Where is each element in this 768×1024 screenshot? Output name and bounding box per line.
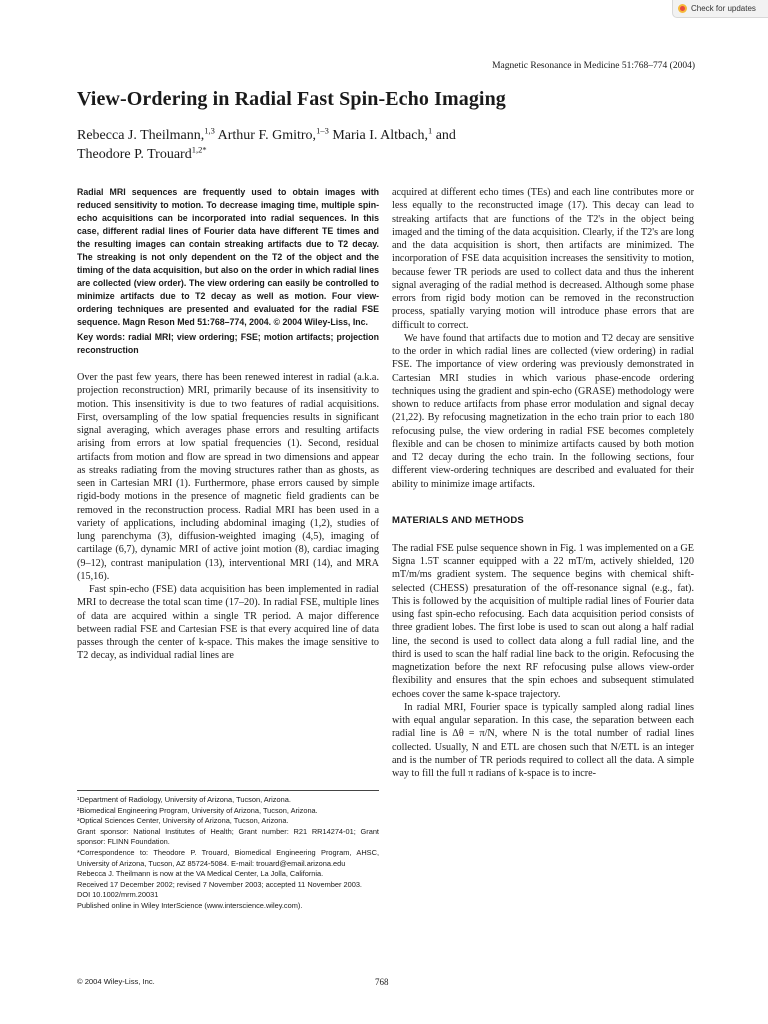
body-paragraph: Over the past few years, there has been renewed interest in radial (a.k.a. projection reconstruction) MRI, primarily because of its insensitivity to motion. This insensitivity is due to two features of radial acquisitions. First, oversampling of the low spatial frequencies results in significant signal averaging, which averages phase errors and resulting artifacts arising from errors at low spatial frequencies (1). Second, residual artifacts from motion and flow are spread in two dimensions and appear as streaks radiating from the moving structures rather than as ghosts, as seen in Cartesian MRI (1). Furthermore, phase errors caused by simple rigid-body motions in the presence of magnetic field gradients can be removed in the reconstruction process. Radial MRI has been used in a variety of applications, including abdominal imaging (1,2), studies of lung parenchyma (3), diffusion-weighted imaging (4,5), imaging of cartilage (6,7), dynamic MRI of active joint motion (8), cardiac imaging (9–12), contrast manipulation (13), interventional MRI (14), and MRA (15,16). xyxy=(77,372,379,582)
footnote: ³Optical Sciences Center, University of Arizona, Tucson, Arizona. xyxy=(77,816,289,826)
author-list xyxy=(77,126,637,164)
journal-citation: Magnetic Resonance in Medicine 51:768–774 (2004) xyxy=(492,61,695,71)
affiliation-marker: 1–3 xyxy=(316,125,329,136)
footnote: ¹Department of Radiology, University of Arizona, Tucson, Arizona. xyxy=(77,795,291,804)
affiliation-marker: 1,3 xyxy=(204,125,215,136)
abstract: Radial MRI sequences are frequently used to obtain images with reduced sensitivity to motion. To decrease imaging time, multiple spin-echo acquisitions can be incorporated into radial sequences. In this case, different radial lines of Fourier data have different TE times and the resulting images can contain streaking artifacts due to T2 decay. The streaking is not only dependent on the T2 of the object and the timing of the data acquisition, but also on the order in which radial lines are collected (view order). The view ordering can easily be controlled to minimize artifacts due to T2 decay as well as motion. Four view-ordering techniques are presented and evaluated for the radial FSE sequence. Magn Reson Med 51:768–774, 2004. © 2004 Wiley-Liss, Inc. xyxy=(77,187,379,327)
footnote: Received 17 December 2002; revised 7 November 2003; accepted 11 November 2003. xyxy=(77,879,362,889)
footnote: *Correspondence to: Theodore P. Trouard, Biomedical Engineering Program, AHSC, University of Arizona, Tucson, AZ 85724-5084. E-mail: trouard@email.arizona.edu xyxy=(77,847,379,868)
footnote: Published online in Wiley InterScience (www.interscience.wiley.com). xyxy=(77,900,303,910)
footnote: Grant sponsor: National Institutes of Health; Grant number: R21 RR14274-01; Grant sponsor: FLINN Foundation. xyxy=(77,826,379,847)
footnotes xyxy=(77,790,379,912)
footnote: ²Biomedical Engineering Program, University of Arizona, Tucson, Arizona. xyxy=(77,805,318,815)
author-name: Maria I. Altbach, xyxy=(328,128,428,143)
footnote: DOI 10.1002/mrm.20031 xyxy=(77,890,159,900)
author-name: Arthur F. Gmitro, xyxy=(214,128,317,143)
author-conjunction: and xyxy=(432,128,456,143)
body-paragraph: Fast spin-echo (FSE) data acquisition has been implemented in radial MRI to decrease the total scan time (17–20). In radial FSE, multiple lines of data are acquired within a single TR period. A major difference between radial FSE and Cartesian FSE is that every acquired line of data passes through the center of k-space. This makes the image sensitive to T2 decay, as individual radial lines are xyxy=(77,584,379,662)
body-paragraph: acquired at different echo times (TEs) and each line contributes more or less equally to the reconstructed image (17). This decay can lead to streaking artifacts that are functions of the T2's in the object being imaged and the timing of the data acquisition. Clearly, if the T2's are long and the data acquisition is short, then artifacts are minimized. The incorporation of FSE data acquisition increases the sensitivity to motion, because fewer TR periods are used to collect data and thus the inherent signal averaging of the radial method is decreased. Although some phase errors from rigid body motion can be removed in the reconstruction process, spatially varying motion will introduce phase errors that are difficult to correct. xyxy=(392,187,694,331)
author-name: Rebecca J. Theilmann, xyxy=(77,128,205,143)
check-for-updates-button[interactable] xyxy=(672,0,768,18)
page-number: 768 xyxy=(375,977,389,987)
update-check-icon xyxy=(678,4,687,13)
affiliation-marker: 1,2* xyxy=(191,144,207,155)
section-heading: MATERIALS AND METHODS xyxy=(392,514,524,526)
body-paragraph: The radial FSE pulse sequence shown in Fig. 1 was implemented on a GE Signa 1.5T scanner equipped with a 22 mT/m, actively shielded, 120 mT/m/ms gradient system. The sequence begins with chemical shift-selected (CHESS) presaturation of the off-resonance signal (e.g., fat). This is followed by the acquisition of multiple radial lines of Fourier data using fast spin-echo refocusing. Each data acquisition period consists of three gradient lobes. The first lobe is used to scan out along a half radial line, the second is used to collect data along a full radial line, and the third is used to scan the half radial line back to the origin. Refocusing the magnetization before the next RF refocusing pulse allows view-order flexibility and ensures that the spin echoes and subsequent stimulated echoes cover the same k-space trajectory. xyxy=(392,542,694,700)
footnote: Rebecca J. Theilmann is now at the VA Medical Center, La Jolla, California. xyxy=(77,869,324,879)
copyright-notice: © 2004 Wiley-Liss, Inc. xyxy=(77,977,155,986)
body-paragraph: We have found that artifacts due to motion and T2 decay are sensitive to the order in which radial lines are collected (view ordering) in radial FSE. The importance of view ordering was previously demonstrated in Cartesian MRI studies in which various phase-encode ordering techniques using the gradient and spin-echo (GRASE) methodology were shown to reduce artifacts from phase error modulation and signal decay (21,22). By refocusing magnetization in the echo train prior to each 180 refocusing pulse, the view ordering in radial FSE becomes completely flexible and can be chosen to minimize artifacts caused by both motion and T2 decay during the echo train. In the following sections, four different view-ordering techniques are described and evaluated for their ability to minimize image artifacts. xyxy=(392,332,694,490)
article-title: View-Ordering in Radial Fast Spin-Echo Imaging xyxy=(77,88,506,110)
left-column xyxy=(77,186,379,663)
affiliation-marker: 1 xyxy=(427,125,433,136)
author-name: Theodore P. Trouard xyxy=(77,147,192,162)
check-for-updates-label: Check for updates xyxy=(691,4,756,13)
body-paragraph: In radial MRI, Fourier space is typically sampled along radial lines with equal angular separation. In this case, the separation between each radial line is Δθ = π/N, where N is the total number of radial lines collected. Usually, N and ETL are chosen such that N/ETL is an integer and is the number of TR periods required to collect all the data. A simple way to fill the full π radians of k-space is to incre- xyxy=(392,701,694,779)
right-column xyxy=(392,186,694,780)
keywords: Key words: radial MRI; view ordering; FSE; motion artifacts; projection reconstruction xyxy=(77,332,379,355)
